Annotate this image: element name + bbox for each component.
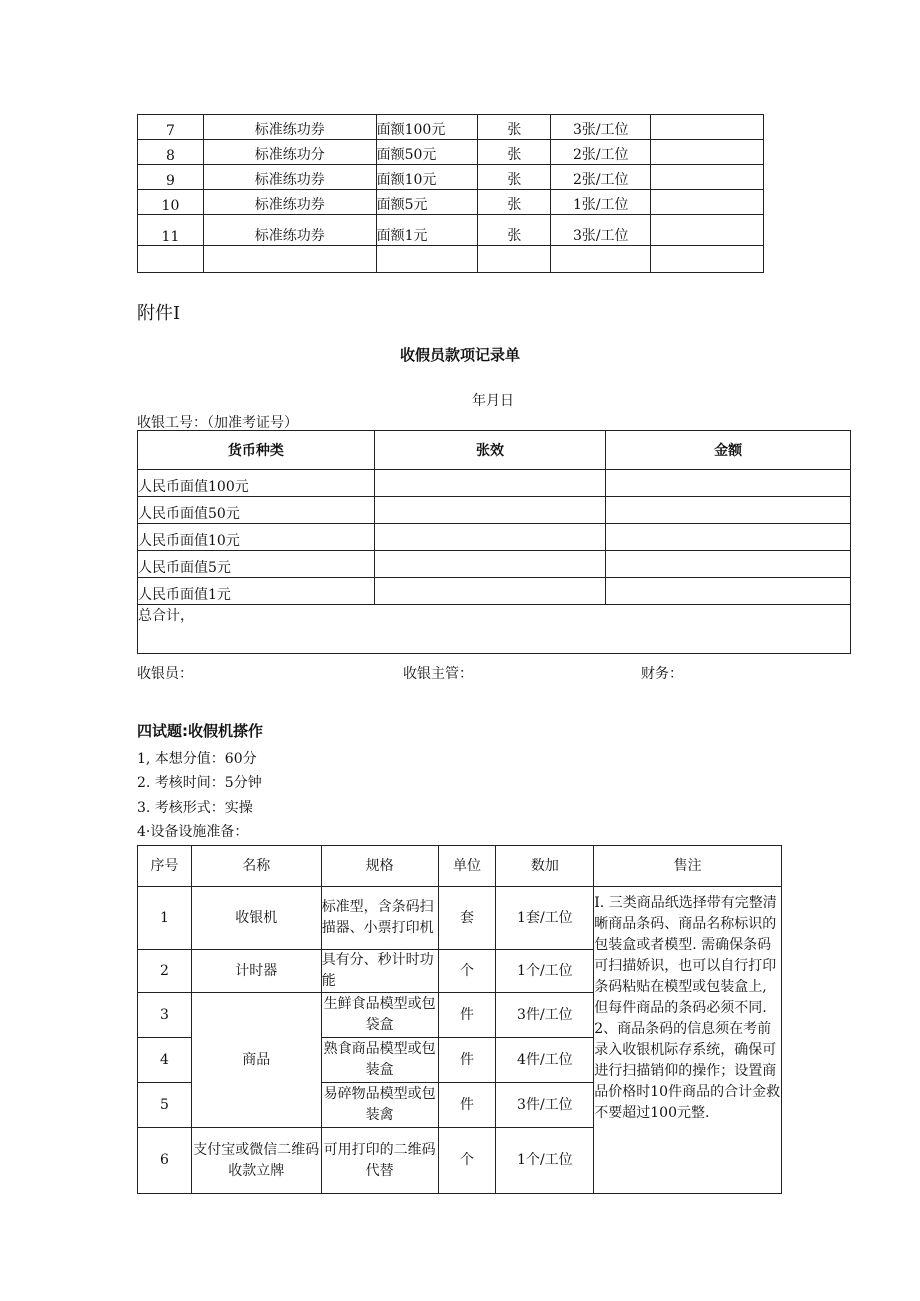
- cashier-id-label: 收银工号：（加准考证号）: [137, 415, 298, 431]
- table-row: [138, 246, 764, 273]
- table-row: 11 标准练功券 面额1元 张 3张/工位: [138, 215, 764, 246]
- table-header-row: [138, 431, 851, 470]
- table-row: 人民币面值50元: [138, 497, 851, 524]
- header-amount: 金额: [606, 431, 851, 470]
- equipment-table: [137, 845, 782, 1194]
- amount-cell[interactable]: [606, 497, 851, 524]
- section-title: 四试题:收假机搽作: [137, 722, 263, 740]
- table-row: 9 标准练功券 面额10元 张 2张/工位: [138, 165, 764, 190]
- finance-sign: 财务：: [641, 666, 683, 682]
- table-row: 人民币面值100元: [138, 470, 851, 497]
- record-date: 年月日: [472, 393, 514, 409]
- info-line: 4·设备设施准备：: [137, 824, 249, 840]
- count-cell[interactable]: [374, 578, 606, 605]
- table-row: 2 计时器 具有分、秒计时功能 个 1个/工位: [138, 950, 782, 993]
- count-cell[interactable]: [374, 470, 606, 497]
- notes-cell: I. 三类商品纸选择带有完整清晰商品条码、商品名称标识的包装盒或者模型. 需确保条码可扫描娇识，也可以自行打印条码粘贴在模型或包装盒上, 但每件商品的条码必须不同. 2、商品条码的信息须在考前录入收银机际存系统，确保可进行扫描销仰的操作；设置商品价格时10件商品的合计金救不要超过100元整.: [594, 887, 782, 1194]
- table-row: 人民币面值5元: [138, 551, 851, 578]
- table-row: 人民币面值1元: [138, 578, 851, 605]
- header-currency: 货币种类: [138, 431, 375, 470]
- table-row: 5 易碎物品模型或包装禽 件 3件/工位: [138, 1083, 782, 1128]
- table-header-row: 序号 名称 规格 单位 数加 售注: [138, 846, 782, 887]
- attachment-label: 附件I: [137, 303, 181, 324]
- supervisor-sign: 收银主管：: [403, 666, 473, 682]
- table-row: 7 标准练功券 面额100元 张 3张/工位: [138, 115, 764, 140]
- amount-cell[interactable]: [606, 578, 851, 605]
- consumables-table: [137, 114, 764, 273]
- table-row: 8 标准练功分 面额50元 张 2张/工位: [138, 140, 764, 165]
- count-cell[interactable]: [374, 551, 606, 578]
- info-line: 1, 本想分值：60分: [137, 751, 257, 767]
- count-cell[interactable]: [374, 497, 606, 524]
- cash-record-table: [137, 430, 851, 654]
- table-row: 3 商品 生鲜食品模型或包袋盒 件 3件/工位: [138, 993, 782, 1038]
- info-line: 3. 考核形式：实操: [137, 800, 253, 816]
- amount-cell[interactable]: [606, 470, 851, 497]
- table-row: 4 熟食商品模型或包装盒 件 4件/工位: [138, 1038, 782, 1083]
- table-row: 10 标准练功券 面额5元 张 1张/工位: [138, 190, 764, 215]
- table-row: [138, 605, 851, 654]
- header-count: 张效: [374, 431, 606, 470]
- amount-cell[interactable]: [606, 551, 851, 578]
- total-cell: 总合计，: [138, 605, 851, 654]
- cashier-sign: 收银员：: [137, 666, 193, 682]
- record-title: 收假员款项记录单: [399, 346, 520, 364]
- table-row: 6 支付宝或微信二维码收款立牌 可用打印的二维码代替 个 1个/工位: [138, 1128, 782, 1194]
- count-cell[interactable]: [374, 524, 606, 551]
- table-row: 人民币面值10元: [138, 524, 851, 551]
- info-line: 2. 考核时间：5分钟: [137, 775, 262, 791]
- amount-cell[interactable]: [606, 524, 851, 551]
- table-row: 1 收银机 标准型，含条码扫描器、小票打印机 套 1套/工位 I. 三类商品纸选择带有完整清晰商品条码、商品名称标识的包装盒或者模型. 需确保条码可扫描娇识，也可以自行打印条码粘贴在模型或包装盒上, 但每件商品的条码必须不同. 2、商品条码的信息须在考前录入收银机际存系统，确保可进行扫描销仰的操作；设置商品价格时10件商品的合计金救不要超过100元整.: [138, 887, 782, 950]
